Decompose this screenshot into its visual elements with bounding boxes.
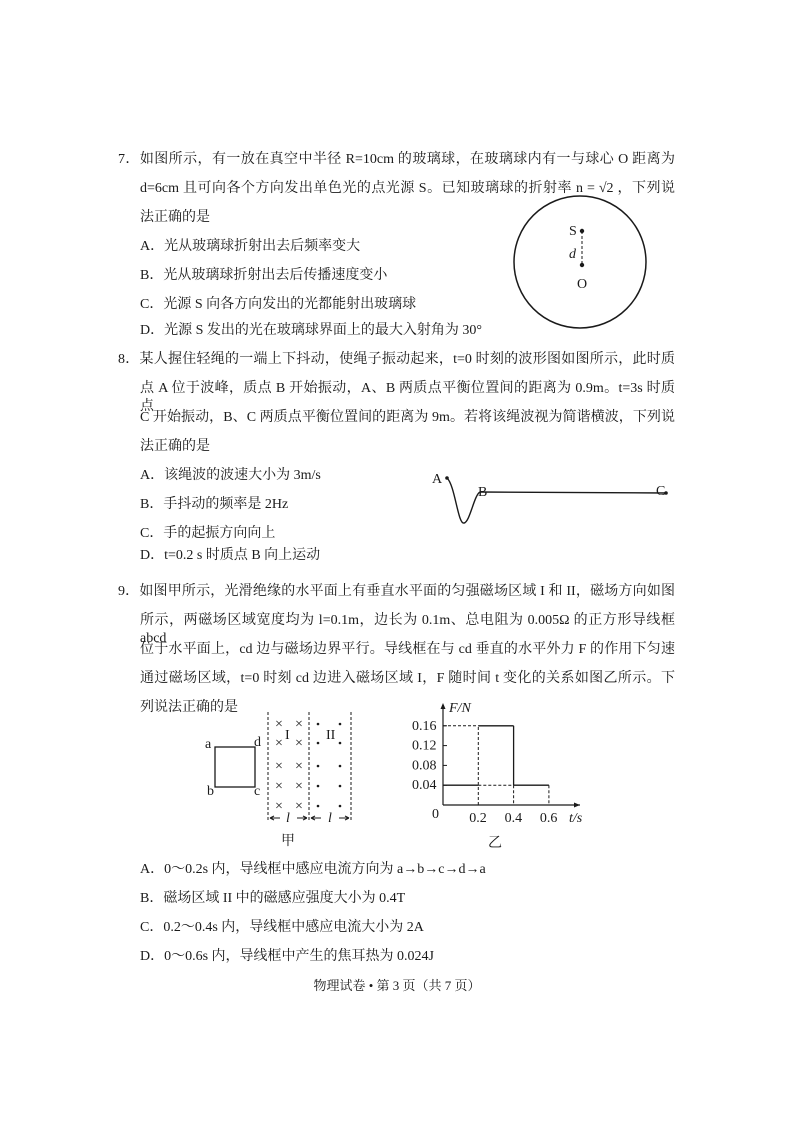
field-into-page-mark: ×	[295, 779, 303, 794]
field-into-page-mark: ×	[275, 717, 283, 732]
label-b: B	[478, 485, 488, 500]
origin-label: 0	[432, 807, 439, 822]
q7-stem-line-2: d=6cm 且可向各个方向发出单色光的点光源 S。已知玻璃球的折射率 n = √2 ，下列说	[140, 181, 675, 196]
x-axis-label: t/s	[569, 811, 583, 826]
q7-option-c: C．光源 S 向各方向发出的光都能射出玻璃球	[140, 297, 417, 312]
field-into-page-mark: ×	[275, 799, 283, 814]
label-a: A	[432, 472, 443, 487]
q7-option-a: A．光从玻璃球折射出去后频率变大	[140, 239, 361, 254]
label-o: O	[577, 277, 588, 292]
q7-option-b: B．光从玻璃球折射出去后传播速度变小	[140, 268, 388, 283]
q9-option-c: C．0.2～0.4s 内，导线框中感应电流大小为 2A	[140, 920, 424, 935]
q8-stem-line-1: 8．某人握住轻绳的一端上下抖动，使绳子振动起来，t=0 时刻的波形图如图所示，此时质	[118, 352, 675, 367]
field-into-page-mark: ×	[275, 736, 283, 751]
q9-stem-line-3: 位于水平面上，cd 边与磁场边界平行。导线框在与 cd 垂直的水平外力 F 的作用下匀速	[140, 642, 675, 657]
label-b: b	[207, 784, 214, 799]
field-into-page-mark: ×	[295, 717, 303, 732]
label-s: S	[569, 224, 577, 239]
region-2-label: II	[326, 728, 336, 743]
y-tick-label: 0.08	[412, 758, 437, 774]
label-d: d	[254, 735, 261, 750]
q9-option-a: A．0～0.2s 内，导线框中感应电流方向为 a→b→c→d→a	[140, 862, 486, 877]
q9-option-d: D．0～0.6s 内，导线框中产生的焦耳热为 0.024J	[140, 949, 435, 964]
field-into-page-mark: ×	[295, 759, 303, 774]
q8-stem-line-2: 点 A 位于波峰，质点 B 开始振动，A、B 两质点平衡位置间的距离为 0.9m。t=3s 时质点	[140, 381, 675, 414]
field-into-page-mark: ×	[275, 759, 283, 774]
label-a: a	[205, 737, 212, 752]
q9-stem-line-5: 列说法正确的是	[140, 700, 238, 715]
field-into-page-mark: ×	[295, 799, 303, 814]
y-tick-label: 0.04	[412, 778, 437, 794]
label-c: c	[254, 784, 261, 799]
caption-yi: 乙	[488, 836, 502, 851]
field-into-page-mark: ×	[275, 779, 283, 794]
q7-option-d: D．光源 S 发出的光在玻璃球界面上的最大入射角为 30°	[140, 323, 482, 338]
width-label-1: l	[286, 811, 290, 826]
q8-option-d: D．t=0.2 s 时质点 B 向上运动	[140, 548, 321, 563]
q9-stem-line-4: 通过磁场区域，t=0 时刻 cd 边进入磁场区域 I，F 随时间 t 变化的关系如图乙所示。下	[140, 671, 675, 686]
caption-jia: 甲	[281, 834, 295, 849]
width-label-2: l	[328, 811, 332, 826]
q7-stem-line-3: 法正确的是	[140, 210, 210, 225]
field-into-page-mark: ×	[295, 736, 303, 751]
q8-option-a: A．该绳波的波速大小为 3m/s	[140, 468, 321, 483]
y-tick-label: 0.16	[412, 718, 437, 734]
label-c: C	[656, 484, 666, 499]
y-axis-label: F/N	[449, 701, 471, 716]
q9-stem-line-1: 9．如图甲所示，光滑绝缘的水平面上有垂直水平面的匀强磁场区域 I 和 II，磁场方向如图	[118, 584, 675, 599]
q8-option-b: B．手抖动的频率是 2Hz	[140, 497, 289, 512]
q9-option-b: B．磁场区域 II 中的磁感应强度大小为 0.4T	[140, 891, 406, 906]
x-tick-label: 0.4	[504, 811, 523, 826]
y-axis-arrow-icon	[441, 703, 446, 709]
q9-stem-line-2: 所示，两磁场区域宽度均为 l=0.1m，边长为 0.1m、总电阻为 0.005Ω 的正方形导线框 abcd	[140, 613, 675, 646]
q8-stem-line-4: 法正确的是	[140, 439, 210, 454]
x-tick-label: 0.6	[539, 811, 558, 826]
q7-stem-line-1: 7．如图所示，有一放在真空中半径 R=10cm 的玻璃球，在玻璃球内有一与球心 O 距离为	[118, 152, 675, 167]
q8-stem-line-3: C 开始振动，B、C 两质点平衡位置间的距离为 9m。若将该绳波视为简谐横波，下列说	[140, 410, 675, 425]
x-axis-arrow-icon	[574, 803, 580, 808]
force-time-chart	[412, 701, 583, 851]
x-tick-label: 0.2	[469, 811, 487, 826]
page-footer: 物理试卷 • 第 3 页（共 7 页）	[313, 978, 481, 993]
q8-option-c: C．手的起振方向向上	[140, 526, 276, 541]
label-d: d	[569, 247, 576, 262]
region-1-label: I	[285, 728, 290, 743]
y-tick-label: 0.12	[412, 738, 437, 754]
